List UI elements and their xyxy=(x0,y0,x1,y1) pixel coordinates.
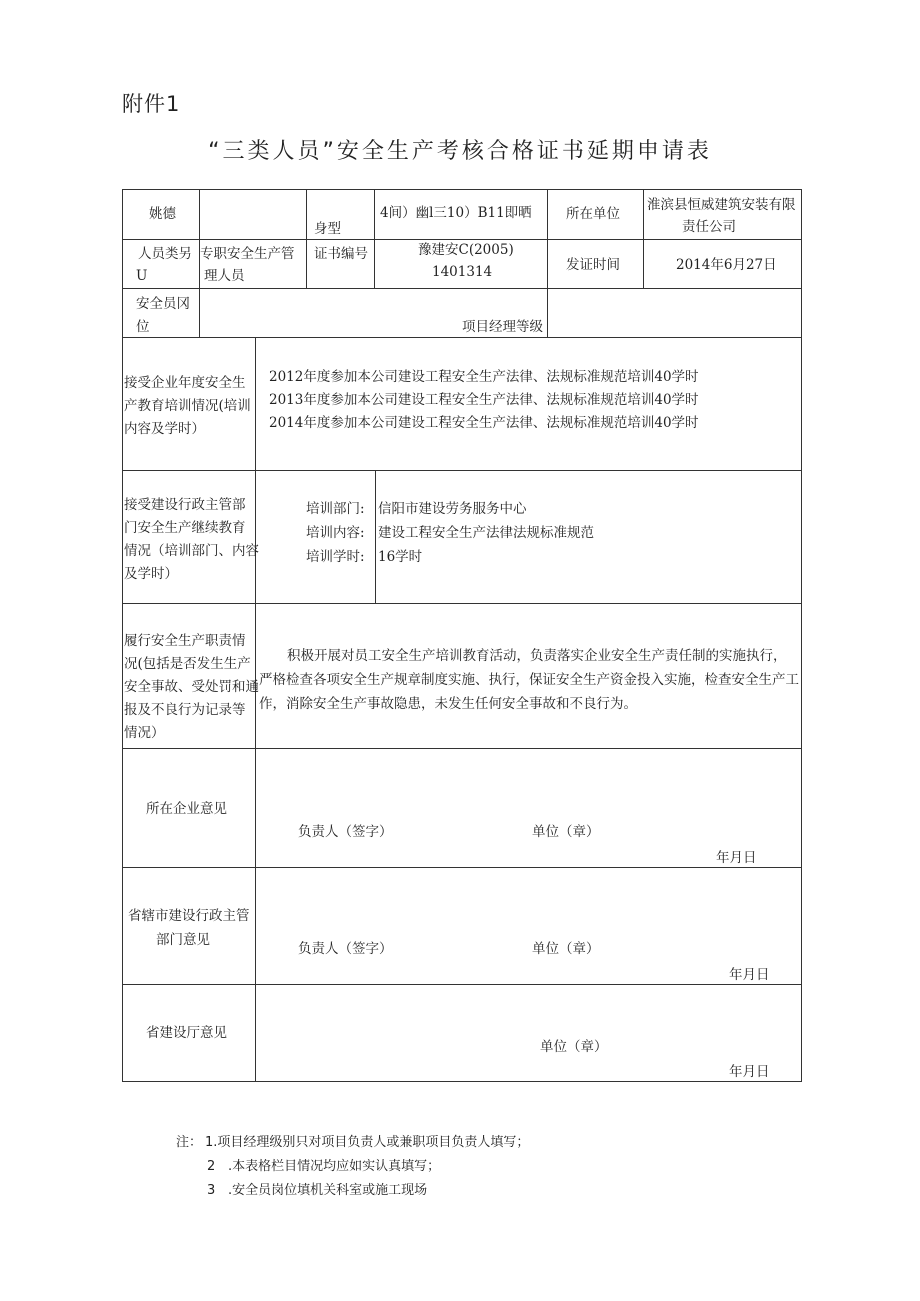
col-divider xyxy=(199,288,200,337)
col-divider xyxy=(374,189,375,288)
category-label-line1: 人员类另 xyxy=(138,246,192,262)
province-unit-label: 单位（章） xyxy=(540,1039,608,1055)
row-divider xyxy=(122,288,802,289)
row-divider xyxy=(122,748,802,749)
col-divider xyxy=(547,189,548,337)
continuing-edu-label-line1: 接受建设行政主管部 xyxy=(124,497,246,513)
form-border-left xyxy=(122,189,123,1082)
row-divider xyxy=(122,867,802,868)
company-date-label: 年月日 xyxy=(716,850,757,866)
duty-label-line2: 况(包括是否发生生产 xyxy=(124,656,251,672)
form-border-bottom xyxy=(122,1081,802,1082)
city-sign-label: 负责人（签字） xyxy=(298,941,393,957)
duty-label-line1: 履行安全生产职责情 xyxy=(124,633,246,649)
annual-training-label-line2: 产教育培训情况(培训 xyxy=(124,398,251,414)
city-date-label: 年月日 xyxy=(729,967,770,983)
col-divider xyxy=(643,189,644,288)
annual-training-label-line3: 内容及学时） xyxy=(124,421,205,437)
col-divider xyxy=(375,470,376,603)
duty-text: 积极开展对员工安全生产培训教育活动，负责落实企业安全生产责任制的实施执行，严格检查各项安全生产规章制度实施、执行，保证安全生产资金投入实施，检查安全生产工作，消除安全生产事故隐患，未发生任何安全事故和不良行为。 xyxy=(259,648,799,712)
annual-training-item: 2014年度参加本公司建设工程安全生产法律、法规标准规范培训40学时 xyxy=(269,415,699,431)
training-hours-value: 16学时 xyxy=(378,549,423,565)
form-border-top xyxy=(122,189,802,190)
name-label: 姚德 xyxy=(149,206,176,222)
company-sign-label: 负责人（签字） xyxy=(298,824,393,840)
form-border-right xyxy=(801,189,802,1082)
duty-label-line5: 情况） xyxy=(124,725,165,741)
annual-training-label-line1: 接受企业年度安全生 xyxy=(124,375,246,391)
training-dept-value: 信阳市建设劳务服务中心 xyxy=(378,501,527,517)
col-divider xyxy=(255,337,256,1082)
note-item-2: .本表格栏目情况均应如实认真填写； xyxy=(228,1159,441,1174)
province-opinion-label: 省建设厅意见 xyxy=(146,1025,227,1041)
row-divider xyxy=(122,984,802,985)
unit-value-line2: 责任公司 xyxy=(682,219,736,235)
issue-date-label: 发证时间 xyxy=(566,257,620,273)
continuing-edu-label-line4: 及学时） xyxy=(124,566,178,582)
col-divider xyxy=(306,189,307,288)
appendix-label: 附件1 xyxy=(122,92,181,116)
note-item-3: .安全员岗位填机关科室或施工现场 xyxy=(228,1183,428,1198)
province-date-label: 年月日 xyxy=(729,1064,770,1080)
continuing-edu-label-line3: 情况（培训部门、内容 xyxy=(124,543,259,559)
note-item-2-number: 2 xyxy=(207,1159,216,1174)
pm-level-label: 项目经理等级 xyxy=(462,319,543,335)
unit-label: 所在单位 xyxy=(566,206,620,222)
application-form xyxy=(122,189,802,1082)
cert-no-label: 证书编号 xyxy=(314,246,368,262)
city-opinion-label-line1: 省辖市建设行政主管 xyxy=(128,908,250,924)
post-label-line1: 安全员冈 xyxy=(136,296,190,312)
notes-prefix: 注： xyxy=(176,1135,203,1150)
unit-value-line1: 淮滨县恒威建筑安装有限 xyxy=(647,197,796,213)
company-unit-label: 单位（章） xyxy=(532,824,600,840)
id-value: 4间）幽l三10）B11即晒 xyxy=(380,205,532,221)
annual-training-item: 2012年度参加本公司建设工程安全生产法律、法规标准规范培训40学时 xyxy=(269,369,699,385)
city-opinion-label-line2: 部门意见 xyxy=(156,932,210,948)
duty-label-line4: 报及不良行为记录等 xyxy=(124,702,246,718)
city-unit-label: 单位（章） xyxy=(532,941,600,957)
continuing-edu-label-line2: 门安全生产继续教育 xyxy=(124,520,246,536)
training-dept-label: 培训部门: xyxy=(306,501,365,517)
training-hours-label: 培训学时: xyxy=(306,549,365,565)
duty-label-line3: 安全事故、受处罚和通 xyxy=(124,679,259,695)
post-label-line2: 位 xyxy=(136,319,150,335)
row-divider xyxy=(122,470,802,471)
issue-date-value: 2014年6月27日 xyxy=(676,257,777,273)
page-title: “三类人员”安全生产考核合格证书延期申请表 xyxy=(208,139,712,164)
annual-training-item: 2013年度参加本公司建设工程安全生产法律、法规标准规范培训40学时 xyxy=(269,392,699,408)
col-divider xyxy=(199,189,200,288)
training-content-value: 建设工程安全生产法律法规标准规范 xyxy=(378,525,594,541)
note-item-3-number: 3 xyxy=(207,1183,216,1198)
id-label: 身型 xyxy=(314,221,341,237)
note-item-1: 1.项目经理级别只对项目负责人或兼职项目负责人填写； xyxy=(205,1135,530,1150)
company-opinion-label: 所在企业意见 xyxy=(146,801,227,817)
category-label-line2: U xyxy=(136,268,148,284)
category-value-line2: 理人员 xyxy=(204,268,245,284)
training-content-label: 培训内容: xyxy=(306,525,365,541)
cert-no-line1: 豫建安C(2005) xyxy=(418,242,514,258)
category-value-line1: 专职安全生产管 xyxy=(200,246,295,262)
cert-no-line2: 1401314 xyxy=(432,264,493,280)
row-divider xyxy=(122,603,802,604)
